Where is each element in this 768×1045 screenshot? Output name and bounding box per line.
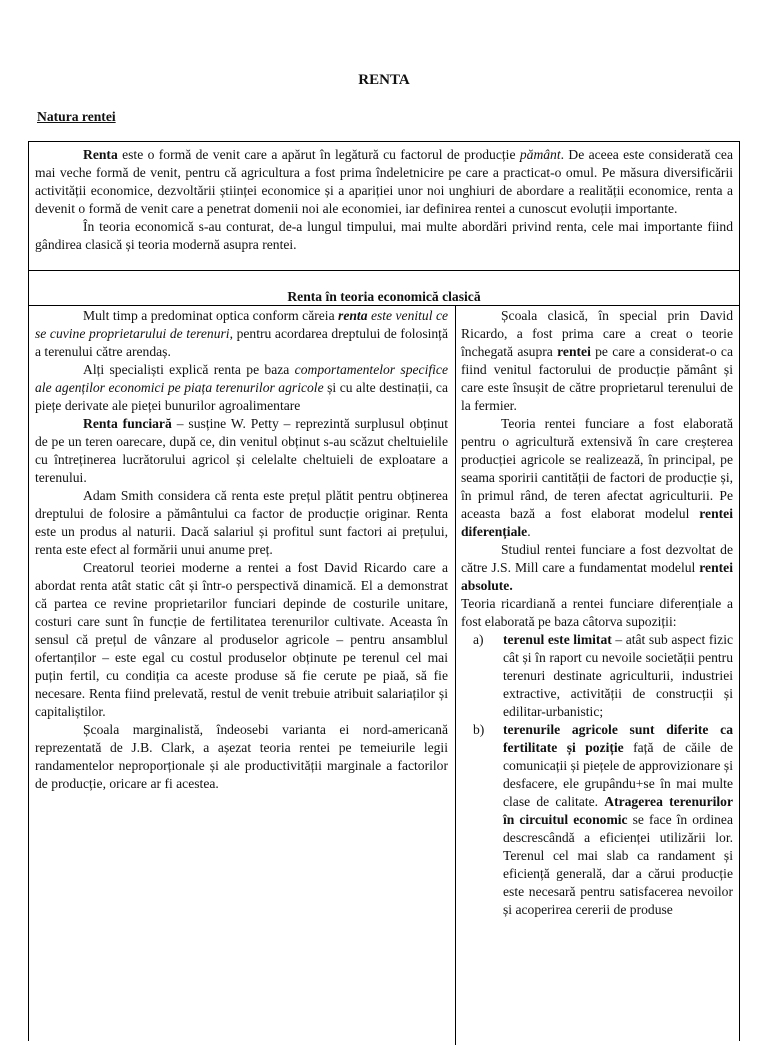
suppositions-list [461,631,733,919]
text-run: Renta funciară [83,416,172,431]
text-run: – atât sub aspect fizic cât și în raport cu nevoile societății pentru terenuri destinate agriculturii, industriei extractive, activității de construcții și edilitar-urbanistic; [503,632,734,719]
text-run: comportamentelor specifice ale agenților economici pe piața terenurilor agricole [35,362,448,395]
left-paragraph [35,487,448,559]
text-run: Studiul rentei funciare a fost dezvoltat de către J.S. Mill care a fundamentat modelul [461,542,733,575]
supposition-marker: a) [473,632,484,647]
right-column [461,307,733,919]
left-paragraph [35,559,448,721]
left-paragraph [35,307,448,361]
text-run: În teoria economică s-au conturat, de-a lungul timpului, mai multe abordări privind renta, cele mai importante fiind gândirea clasică și teoria modernă asupra rentei. [35,219,733,252]
left-paragraph [35,415,448,487]
supposition-item [461,631,733,721]
left-paragraph [35,361,448,415]
left-paragraph [35,721,448,793]
table-header-rule [29,305,739,306]
text-run: rentei diferențiale [461,506,733,539]
text-run: Școala clasică, în special prin David Ricardo, a fost prima care a creat o teorie închegată asupra [461,308,733,359]
text-run: terenul este limitat [503,632,612,647]
text-run: – susține W. Petty – reprezintă surplusul obținut de pe un teren oarecare, după ce, din venitul obținut s-au scăzut cheltuielile cu întreținerea lucrătorului agricol și celelalte cheltuieli de exploatare a terenului. [35,416,448,485]
text-run: Renta [83,147,118,162]
left-column [35,307,448,793]
text-run: se face în ordinea descrescândă a eficienței utilizării lor. Terenul cel mai slab ca randament și eficiență generală, dar a cărui producție este necesară pentru satisfacerea nevoilor și acoperirea cererii de produse [503,812,733,917]
table-top-rule [29,270,739,271]
section-heading: Natura rentei [37,109,116,124]
text-run: față de căile de comunicații și piețele de approvizionare și desfacere, ele grupându+se în mai multe clase de calitate. [503,740,733,809]
table-heading: Renta în teoria economică clasică [287,289,481,304]
text-run: pământ [519,147,561,162]
right-paragraph [461,541,733,595]
supposition-text [503,632,733,719]
supposition-text [503,722,733,917]
text-run: pe care a considerat-o ca fiind venitul factorului de producție pământ și care este însușit de către proprietarul terenului de la fermier. [461,344,733,413]
intro-paragraph [35,146,733,218]
text-run: renta [338,308,368,323]
text-run: Adam Smith considera că renta este prețul plătit pentru obținerea dreptului de folosire a pământului ca factor de producție originar. Renta este un produs al naturii. Dacă salariul și profitul sunt factori ai prețului, renta este efect al formării unui anume preț. [35,488,448,557]
text-run: Creatorul teoriei moderne a rentei a fost David Ricardo care a abordat renta atât static cât și într-o perspectivă dinamică. El a demonstrat că partea ce revine proprietarilor funciari depinde de costurile unitare, costuri care sunt în funcție de fertilitatea terenurilor cultivate. Aceasta în sensul că prețul de vânzare al produselor agricole – pentru ansamblul ofertanților – este egal cu costul produselor obținute pe terenul cel mai puțin fertil, cu condiția ca aceste produse să fie cerute pe piaă, să fie necesare. Renta fiind prelevată, restul de venit trebuie atribuit salariaților și capitaliștilor. [35,560,448,719]
text-run: . De aceea este considerată cea mai veche formă de venit, pentru că agricultura a fost prima îndeletnicire pe care a practicat-o omul. Pe măsura diversificării activității economice, dezvoltării științei economice și a apariției unor noi unghiuri de abordare a realității economice, renta a devenit o formă de venit care a penetrat domenii noi ale economiei, iar definirea rentei a cunoscut evoluții importante. [35,147,733,216]
text-run: este o formă de venit care a apărut în legătură cu factorul de producție [117,147,520,162]
text-run: Mult timp a predominat optica conform căreia [83,308,339,323]
text-run: rentei [557,344,591,359]
supposition-marker: b) [473,722,485,737]
text-run: Teoria rentei funciare a fost elaborată pentru o agricultură extensivă în care creșterea producției agricole se realizează, în principal, pe seama sporirii cantității de factori de producție și, în primul rând, de teren afectat agriculturii. Pe aceasta bază a fost elaborat modelul [461,416,733,521]
text-run: , pentru acordarea dreptului de folosință a terenului către arendaș. [35,326,448,359]
right-paragraph [461,415,733,541]
text-run: . [527,524,531,539]
text-run: Teoria ricardiană a rentei funciare diferențiale a fost elaborată pe baza câtorva supoziții: [461,596,733,629]
document-title: RENTA [358,72,410,88]
text-run: este venitul ce se cuvine proprietarului de terenuri [35,308,449,341]
right-paragraph [461,595,733,631]
text-run: Școala marginalistă, îndeosebi varianta ei nord-americană reprezentată de J.B. Clark, a așezat teoria rentei pe temeiurile legii randamentelor neproporționale și ale productivității marginale a factorilor de producție, oricare ar fi acestea. [35,722,448,791]
text-run: terenurile agricole sunt diferite ca fertilitate și poziție [503,722,733,755]
text-run: Alți specialiști explică renta pe baza [83,362,295,377]
text-run: și cu alte destinații, ca piețe derivate ale pieței bunurilor agroalimentare [35,380,449,413]
supposition-item [461,721,733,919]
text-run: Atragerea terenurilor în circuitul economic [503,794,733,827]
right-paragraph [461,307,733,415]
intro-paragraph [35,218,733,254]
text-run: rentei absolute. [461,560,733,593]
column-divider [455,305,456,1045]
intro-block [35,146,733,254]
content-frame [28,141,740,1041]
